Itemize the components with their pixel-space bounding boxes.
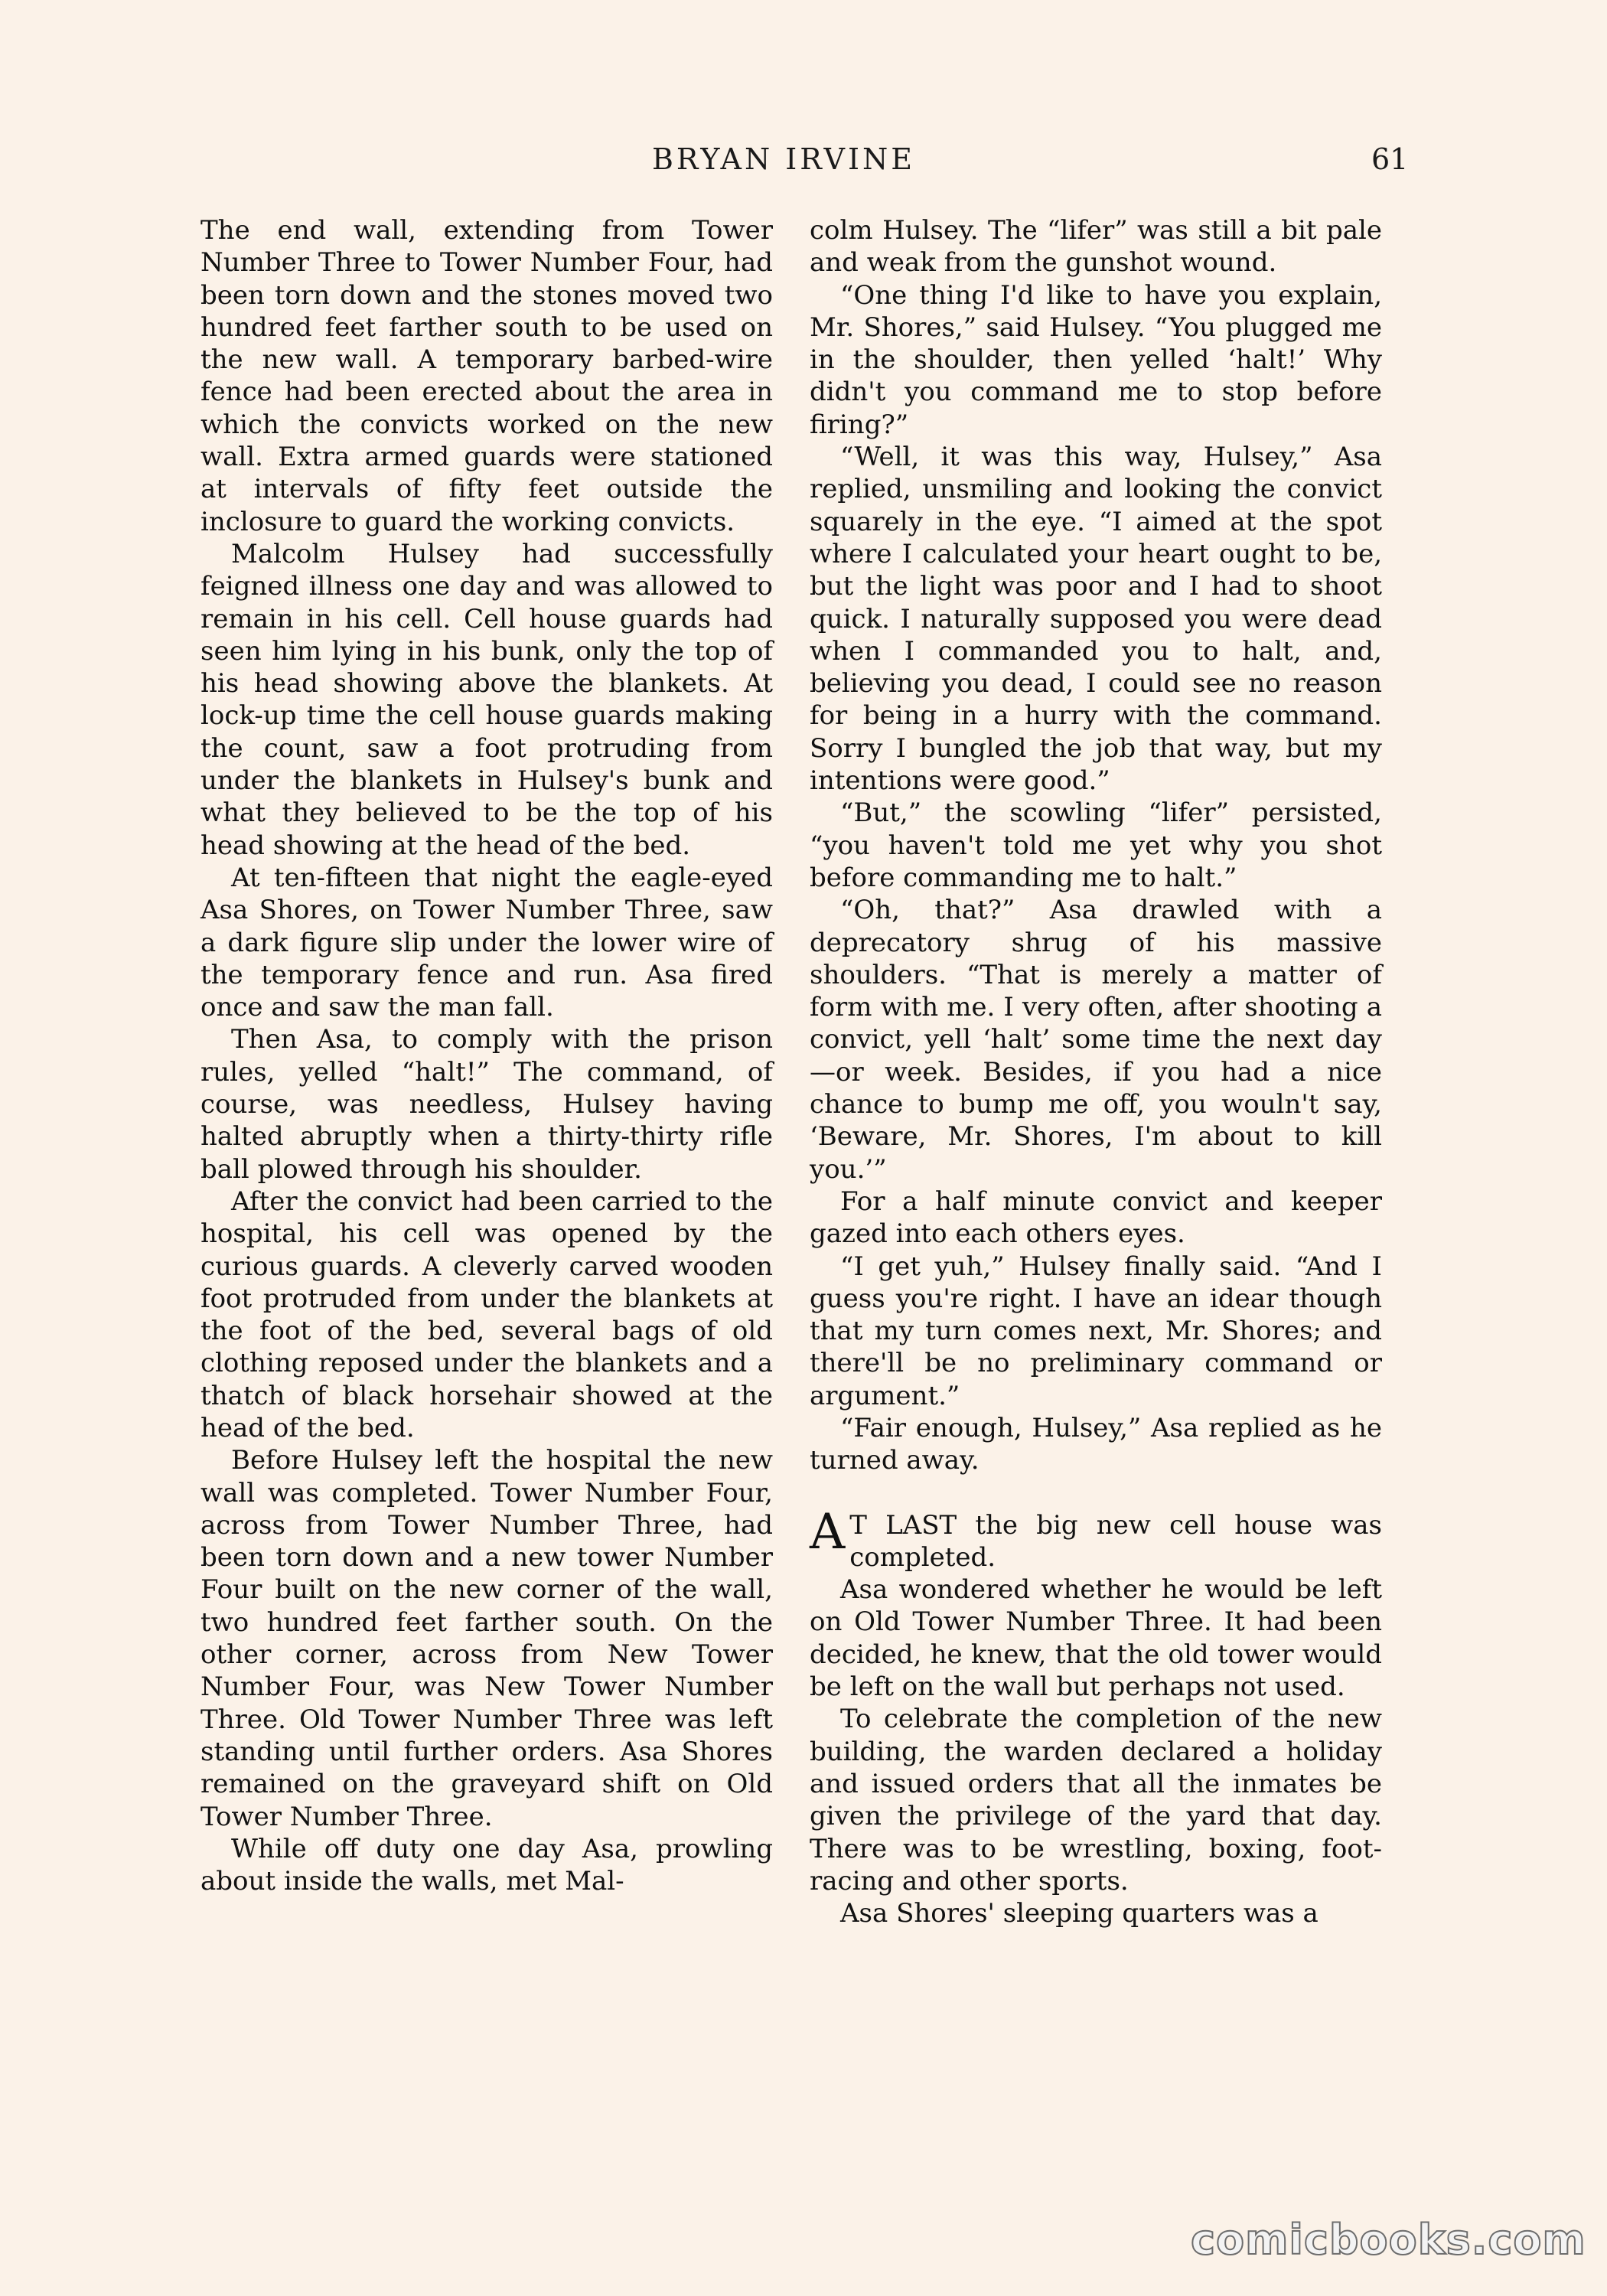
paragraph: “Fair enough, Hulsey,” Asa replied as he turned away. — [810, 1412, 1382, 1476]
paragraph: While off duty one day Asa, prowling about inside the walls, met Mal- — [200, 1833, 773, 1897]
paragraph: At ten-fifteen that night the eagle-eyed Asa Shores, on Tower Number Three, saw a dark figure slip under the lower wire of the temporary fence and run. Asa fired once and saw the man fall. — [200, 862, 773, 1023]
paragraph: After the convict had been carried to the hospital, his cell was opened by the curious guards. A cleverly carved wooden foot protruded from under the blankets at the foot of the bed, several bags of old clothing reposed under the blankets and a thatch of black horsehair showed at the head of the bed. — [200, 1186, 773, 1443]
section-opening-paragraph — [810, 1503, 1382, 1574]
right-text-column — [810, 214, 1382, 1929]
paragraph: “One thing I'd like to have you explain, Mr. Shores,” said Hulsey. “You plugged me in the shoulder, then yelled ‘halt!’ Why didn't you command me to stop before firing?” — [810, 279, 1382, 440]
paragraph: Before Hulsey left the hospital the new wall was completed. Tower Number Four, across from Tower Number Three, had been torn down and a new tower Number Four built on the new corner of the wall, two hundred feet farther south. On the other corner, across from New Tower Number Four, was New Tower Number Three. Old Tower Number Three was left standing until further orders. Asa Shores remained on the graveyard shift on Old Tower Number Three. — [200, 1445, 773, 1832]
left-text-column — [200, 214, 773, 1897]
paragraph: Malcolm Hulsey had successfully feigned illness one day and was allowed to remain in his cell. Cell house guards had seen him lying in his bunk, only the top of his head showing above the blankets. At lock-up time the cell house guards making the count, saw a foot protruding from under the blankets in Hulsey's bunk and what they believed to be the top of his head showing at the head of the bed. — [200, 538, 773, 861]
drop-cap: A — [810, 1503, 846, 1561]
paragraph: “But,” the scowling “lifer” persisted, “you haven't told me yet why you shot before commanding me to halt.” — [810, 797, 1382, 893]
paragraph: The end wall, extending from Tower Number Three to Tower Number Four, had been torn down and the stones moved two hundred feet farther south to be used on the new wall. A temporary barbed-wire fence had been erected about the area in which the convicts worked on the new wall. Extra armed guards were stationed at intervals of fifty feet outside the inclosure to guard the working convicts. — [200, 215, 773, 537]
running-title: BRYAN IRVINE — [652, 142, 915, 176]
paragraph: For a half minute convict and keeper gazed into each others eyes. — [810, 1186, 1382, 1250]
paragraph: Then Asa, to comply with the prison rules, yelled “halt!” The command, of course, was needless, Hulsey having halted abruptly when a thirty-thirty rifle ball plowed through his shoulder. — [200, 1024, 773, 1185]
watermark-logo: comicbooks.com — [1191, 2216, 1586, 2264]
paragraph: To celebrate the completion of the new building, the warden declared a holiday and issued orders that all the inmates be given the privilege of the yard that day. There was to be wrestling, boxing, foot-racing and other sports. — [810, 1704, 1382, 1896]
paragraph: Asa wondered whether he would be left on Old Tower Number Three. It had been decided, he knew, that the old tower would be left on the wall but perhaps not used. — [810, 1574, 1382, 1703]
paragraph: “Oh, that?” Asa drawled with a deprecatory shrug of his massive shoulders. “That is merely a matter of form with me. I very often, after shooting a convict, yell ‘halt’ some time the next day—or week. Besides, if you had a nice chance to bump me off, you wouln't say, ‘Beware, Mr. Shores, I'm about to kill you.’” — [810, 895, 1382, 1185]
paragraph: colm Hulsey. The “lifer” was still a bit pale and weak from the gunshot wound. — [810, 215, 1382, 279]
paragraph: Asa Shores' sleeping quarters was a — [840, 1898, 1319, 1929]
section-opening-text: T LAST the big new cell house was completed. — [849, 1509, 1382, 1573]
paragraph: “I get yuh,” Hulsey finally said. “And I guess you're right. I have an idear though that my turn comes next, Mr. Shores; and there'll be no preliminary command or argument.” — [810, 1251, 1382, 1411]
page-number: 61 — [1371, 142, 1409, 176]
paragraph: “Well, it was this way, Hulsey,” Asa replied, unsmiling and looking the convict squarely in the eye. “I aimed at the spot where I calculated your heart ought to be, but the light was poor and I had to shoot quick. I naturally supposed you were dead when I commanded you to halt, and, believing you dead, I could see no reason for being in a hurry with the command. Sorry I bungled the job that way, but my intentions were good.” — [810, 442, 1382, 797]
